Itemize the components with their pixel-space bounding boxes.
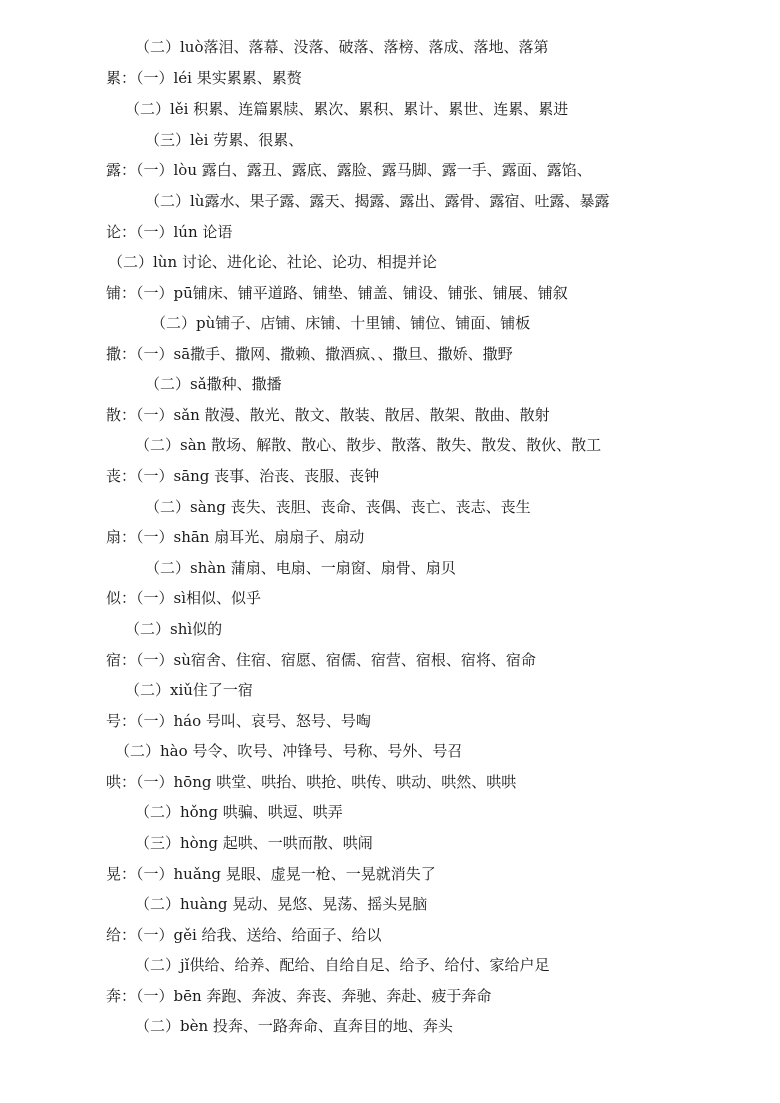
text-line: 给：（一）gěi 给我、送给、给面子、给以 bbox=[106, 926, 382, 944]
text-line: （二）hǒng 哄骗、哄逗、哄弄 bbox=[135, 803, 343, 821]
text-line: （二）shì似的 bbox=[125, 620, 223, 638]
text-line: 散：（一）sǎn 散漫、散光、散文、散装、散居、散架、散曲、散射 bbox=[106, 406, 550, 424]
text-line: 宿：（一）sù宿舍、住宿、宿愿、宿儒、宿营、宿根、宿将、宿命 bbox=[106, 651, 536, 669]
text-line: 露：（一）lòu 露白、露丑、露底、露脸、露马脚、露一手、露面、露馅、 bbox=[106, 161, 592, 179]
text-line: 号：（一）háo 号叫、哀号、怒号、号啕 bbox=[106, 712, 371, 730]
text-line: （二）luò落泪、落幕、没落、破落、落榜、落成、落地、落第 bbox=[135, 38, 549, 56]
text-line: （二）pù铺子、店铺、床铺、十里铺、铺位、铺面、铺板 bbox=[151, 314, 531, 332]
text-line: 奔：（一）bēn 奔跑、奔波、奔丧、奔驰、奔赴、疲于奔命 bbox=[106, 987, 492, 1005]
text-line: 累：（一）léi 果实累累、累赘 bbox=[106, 69, 302, 87]
text-line: （二）sàng 丧失、丧胆、丧命、丧偶、丧亡、丧志、丧生 bbox=[145, 498, 531, 516]
text-line: （二）lěi 积累、连篇累牍、累次、累积、累计、累世、连累、累进 bbox=[125, 100, 569, 118]
text-line: （二）lùn 讨论、进化论、社论、论功、相提并论 bbox=[108, 253, 437, 271]
text-line: （二）huàng 晃动、晃悠、晃荡、摇头晃脑 bbox=[135, 895, 428, 913]
text-line: （二）xiǔ住了一宿 bbox=[125, 681, 253, 699]
text-line: （三）lèi 劳累、很累、 bbox=[145, 131, 304, 149]
text-line: （二）hào 号令、吹号、冲锋号、号称、号外、号召 bbox=[115, 742, 463, 760]
text-line: 扇：（一）shān 扇耳光、扇扇子、扇动 bbox=[106, 528, 365, 546]
text-line: （二）sǎ撒种、撒播 bbox=[145, 375, 282, 393]
text-line: 撒：（一）sā撒手、撒网、撒赖、撒酒疯、、撒旦、撒娇、撒野 bbox=[106, 345, 513, 363]
text-line: （三）hòng 起哄、一哄而散、哄闹 bbox=[135, 834, 373, 852]
text-line: （二）shàn 蒲扇、电扇、一扇窗、扇骨、扇贝 bbox=[145, 559, 456, 577]
text-line: 铺：（一）pū铺床、铺平道路、铺垫、铺盖、铺设、铺张、铺展、铺叙 bbox=[106, 284, 568, 302]
text-line: 晃：（一）huǎng 晃眼、虚晃一枪、一晃就消失了 bbox=[106, 865, 436, 883]
text-line: 似：（一）sì相似、似乎 bbox=[106, 589, 261, 607]
text-line: 论：（一）lún 论语 bbox=[106, 223, 233, 241]
text-line: （二）jǐ供给、给养、配给、自给自足、给予、给付、家给户足 bbox=[135, 956, 550, 974]
text-line: （二）bèn 投奔、一路奔命、直奔目的地、奔头 bbox=[135, 1017, 453, 1035]
text-line: （二）sàn 散场、解散、散心、散步、散落、散失、散发、散伙、散工 bbox=[135, 436, 602, 454]
text-line: （二）lù露水、果子露、露天、揭露、露出、露骨、露宿、吐露、暴露 bbox=[145, 192, 610, 210]
text-line: 哄：（一）hōng 哄堂、哄抬、哄抢、哄传、哄动、哄然、哄哄 bbox=[106, 773, 517, 791]
text-line: 丧：（一）sāng 丧事、治丧、丧服、丧钟 bbox=[106, 467, 380, 485]
